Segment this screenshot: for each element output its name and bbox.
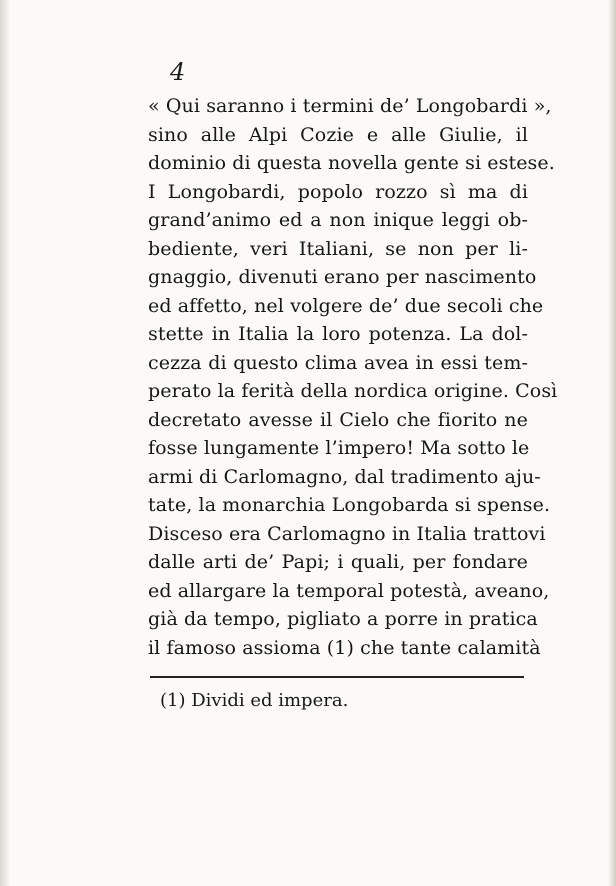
page-left-edge-shadow [0, 0, 10, 886]
text-line: « Qui saranno i termini de’ Longobardi », [148, 95, 552, 117]
text-line: ed allargare la temporal potestà, aveano, [148, 579, 550, 602]
text-line: cezza di questo clima avea in essi tem- [148, 351, 528, 374]
text-line: il famoso assioma (1) che tante calamità [148, 636, 541, 659]
footnote: (1) Dividi ed impera. [160, 690, 349, 711]
text-line: perato la ferità della nordica origine. Così [148, 380, 558, 402]
text-line: decretato avesse il Cielo che fiorito ne [148, 408, 528, 431]
text-line: fosse lungamente l’impero! Ma sotto le [148, 437, 530, 459]
text-line: gnaggio, divenuti erano per nascimento [148, 266, 537, 288]
text-line: ed affetto, nel volgere de’ due secoli che [148, 294, 544, 317]
page-right-edge-shadow [608, 0, 616, 886]
text-line: grand’animo ed a non inique leggi ob- [148, 209, 528, 231]
text-line: armi di Carlomagno, dal tradimento aju- [148, 465, 541, 488]
text-line: Disceso era Carlomagno in Italia trattovi [148, 522, 546, 545]
text-line: stette in Italia la loro potenza. La dol- [148, 323, 528, 345]
text-line: sino alle Alpi Cozie e alle Giulie, il [148, 123, 528, 146]
footnote-divider [150, 676, 524, 678]
text-line: già da tempo, pigliato a porre in pratica [148, 608, 538, 630]
text-line: tate, la monarchia Longobarda si spense. [148, 494, 551, 516]
page-number: 4 [170, 58, 186, 86]
body-text [148, 92, 558, 662]
text-line: bediente, veri Italiani, se non per li- [148, 237, 528, 260]
text-line: dominio di questa novella gente si estese. [148, 152, 555, 174]
text-line: dalle arti de’ Papi; i quali, per fondare [148, 551, 528, 573]
text-line: I Longobardi, popolo rozzo sì ma di [148, 180, 528, 203]
